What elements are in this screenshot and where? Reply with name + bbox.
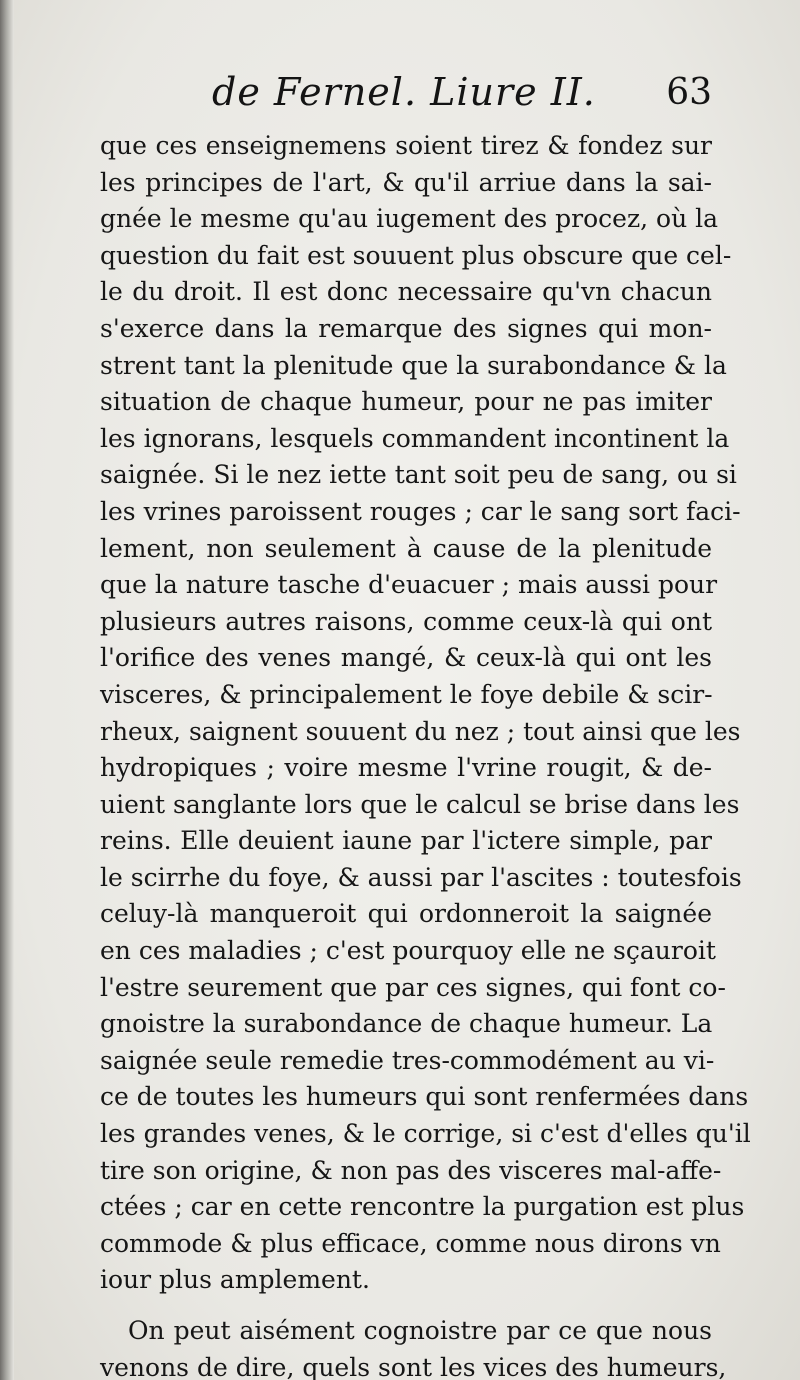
paragraph-gap	[100, 1299, 712, 1313]
text-line: les principes de l'art, & qu'il arriue dans la sai-	[100, 167, 712, 197]
text-line: gnoistre la surabondance de chaque humeur. La	[100, 1009, 713, 1039]
text-line: iour plus amplement.	[100, 1265, 370, 1295]
text-line: hydropiques ; voire mesme l'vrine rougit, & de-	[100, 753, 712, 783]
text-line: que ces enseignemens soient tirez & fondez sur	[100, 131, 712, 160]
text-line: les grandes venes, & le corrige, si c'est d'elles qu'il	[100, 1119, 751, 1149]
text-line: celuy-là manqueroit qui ordonneroit la saignée	[100, 899, 712, 929]
text-line: les vrines paroissent rouges ; car le sang sort faci-	[100, 496, 741, 526]
text-line: l'orifice des venes mangé, & ceux-là qui ont les	[100, 643, 712, 673]
text-line: que la nature tasche d'euacuer ; mais aussi pour	[100, 570, 718, 600]
page-gutter-shadow	[0, 0, 14, 1380]
text-line: l'estre seurement que par ces signes, qui font co-	[100, 972, 726, 1002]
text-line: reins. Elle deuient iaune par l'ictere simple, par	[100, 826, 712, 856]
text-line: saignée seule remedie tres-commodément au vi-	[100, 1045, 715, 1075]
text-line: saignée. Si le nez iette tant soit peu de sang, ou si	[100, 460, 737, 490]
page-number: 63	[666, 72, 712, 113]
text-line: le du droit. Il est donc necessaire qu'vn chacun	[100, 277, 712, 307]
text-line: venons de dire, quels sont les vices des humeurs,	[100, 1352, 727, 1380]
text-line: visceres, & principalement le foye debile & scir-	[100, 679, 713, 709]
paragraph-1	[100, 128, 751, 1299]
text-line: gnée le mesme qu'au iugement des procez, où la	[100, 204, 719, 234]
text-line: en ces maladies ; c'est pourquoy elle ne sçauroit	[100, 936, 716, 966]
text-line: s'exerce dans la remarque des signes qui mon-	[100, 313, 712, 343]
text-line: les ignorans, lesquels commandent incontinent la	[100, 423, 730, 453]
text-line: ce de toutes les humeurs qui sont renfermées dans	[100, 1082, 749, 1112]
text-line: ctées ; car en cette rencontre la purgation est plus	[100, 1192, 745, 1222]
text-line: question du fait est souuent plus obscure que cel-	[100, 240, 732, 270]
text-line: situation de chaque humeur, pour ne pas imiter	[100, 387, 712, 417]
text-line: plusieurs autres raisons, comme ceux-là qui ont	[100, 606, 712, 636]
text-line: strent tant la plenitude que la surabondance & la	[100, 350, 727, 380]
text-line: tire son origine, & non pas des visceres mal-affe-	[100, 1155, 722, 1185]
text-line: rheux, saignent souuent du nez ; tout ainsi que les	[100, 716, 741, 746]
body-text	[100, 128, 751, 1380]
paragraph-2	[100, 1313, 727, 1380]
text-line: le scirrhe du foye, & aussi par l'ascites : toutesfois	[100, 862, 742, 892]
running-head: de Fernel. Liure II.	[212, 70, 596, 114]
text-line: uient sanglante lors que le calcul se brise dans les	[100, 789, 740, 819]
text-line: lement, non seulement à cause de la plenitude	[100, 533, 712, 563]
text-line: commode & plus efficace, comme nous dirons vn	[100, 1228, 721, 1258]
text-line: On peut aisément cognoistre par ce que nous	[128, 1316, 712, 1345]
page-header	[100, 70, 712, 130]
